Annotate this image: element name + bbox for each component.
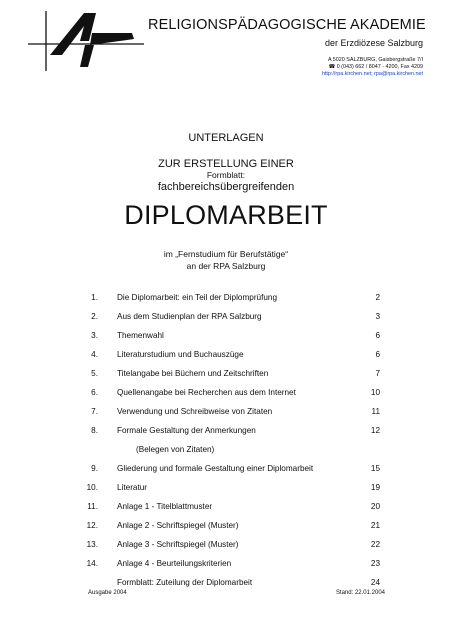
toc-page: 19 <box>370 483 380 492</box>
toc-page: 2 <box>375 293 380 302</box>
unterlagen-heading: UNTERLAGEN <box>188 132 264 144</box>
telephone-icon: ☎ <box>328 64 336 70</box>
toc-title: Verwendung und Schreibweise von Zitaten <box>117 407 273 416</box>
toc-number: 9. <box>91 464 98 473</box>
toc-row <box>0 559 452 571</box>
toc-number: 4. <box>91 350 98 359</box>
document-title: DIPLOMARBEIT <box>124 200 328 230</box>
toc-title: Die Diplomarbeit: ein Teil der Diplomprüfung <box>117 293 278 302</box>
toc-number: 10. <box>86 483 98 492</box>
toc-number: 2. <box>91 312 98 321</box>
toc-row <box>0 445 452 457</box>
toc-page: 11 <box>371 407 380 416</box>
toc-number: 12. <box>86 521 98 530</box>
toc-row <box>0 388 452 400</box>
status-date: Stand: 22.01.2004 <box>335 590 385 596</box>
phone-fax-line: 0 (043) 662 / 8047 - 4200, Fax 4209 <box>336 64 423 70</box>
toc-title: Gliederung und formale Gestaltung einer Diplomarbeit <box>117 464 314 473</box>
toc-title: Anlage 4 - Beurteilungskriterien <box>117 559 232 568</box>
toc-number: 3. <box>91 331 98 340</box>
toc-row <box>0 312 452 324</box>
toc-title: Formblatt: Zuteilung der Diplomarbeit <box>117 578 253 587</box>
institution-subtitle: der Erzdiözese Salzburg <box>324 38 423 48</box>
toc-title: (Belegen von Zitaten) <box>136 445 215 454</box>
toc-page: 20 <box>370 502 380 511</box>
toc-number: 6. <box>91 388 98 397</box>
toc-row <box>0 407 452 419</box>
toc-number: 1. <box>91 293 98 302</box>
toc-number: 11. <box>87 502 98 511</box>
toc-number: 13. <box>86 540 98 549</box>
toc-row <box>0 331 452 343</box>
toc-row <box>0 464 452 476</box>
toc-page: 15 <box>370 464 380 473</box>
toc-page: 22 <box>370 540 380 549</box>
toc-page: 10 <box>370 388 380 397</box>
toc-page: 7 <box>375 369 380 378</box>
toc-title: Quellenangabe bei Recherchen aus dem Internet <box>117 388 296 397</box>
toc-page: 12 <box>370 426 380 435</box>
toc-page: 21 <box>370 521 380 530</box>
toc-page: 3 <box>375 312 380 321</box>
toc-title: Formale Gestaltung der Anmerkungen <box>117 426 256 435</box>
toc-number: 8. <box>91 426 98 435</box>
toc-number: 14. <box>86 559 98 568</box>
toc-row <box>0 426 452 438</box>
toc-title: Titelangabe bei Büchern und Zeitschriften <box>117 369 269 378</box>
toc-title: Literaturstudium und Buchauszüge <box>117 350 244 359</box>
address-line: A 5020 SALZBURG, Gaisbergstraße 7/I <box>328 57 423 63</box>
toc-title: Anlage 3 - Schriftspiegel (Muster) <box>117 540 239 549</box>
toc-row <box>0 521 452 533</box>
zur-erstellung-heading: ZUR ERSTELLUNG EINER <box>158 158 294 170</box>
toc-row <box>0 369 452 381</box>
toc-title: Literatur <box>117 483 148 492</box>
formblatt-label: Formblatt: <box>206 170 246 180</box>
toc-row <box>0 293 452 305</box>
toc-row <box>0 578 452 590</box>
toc-page: 6 <box>375 350 380 359</box>
toc-title: Anlage 1 - Titelblattmuster <box>117 502 213 511</box>
toc-page: 6 <box>375 331 380 340</box>
toc-row <box>0 540 452 552</box>
fach-heading: fachbereichsübergreifenden <box>157 181 295 193</box>
institution-name: RELIGIONSPÄDAGOGISCHE AKADEMIE <box>148 17 426 33</box>
program-line: im „Fernstudium für Berufstätige“ <box>163 249 289 259</box>
toc-number: 7. <box>91 407 98 416</box>
toc-page: 23 <box>370 559 380 568</box>
toc-title: Themenwahl <box>117 331 164 340</box>
toc-row <box>0 502 452 514</box>
toc-page: 24 <box>370 578 380 587</box>
toc-row <box>0 350 452 362</box>
website-email-links[interactable]: http://rpa.kirchen.net; rpa@rpa.kirchen.net <box>321 71 423 77</box>
location-line: an der RPA Salzburg <box>186 261 266 271</box>
phone-row <box>200 64 423 71</box>
toc-row <box>0 483 452 495</box>
rpa-logo <box>28 11 144 71</box>
toc-title: Anlage 2 - Schriftspiegel (Muster) <box>117 521 239 530</box>
toc-number: 5. <box>91 369 98 378</box>
edition-note: Ausgabe 2004 <box>88 590 127 596</box>
toc-title: Aus dem Studienplan der RPA Salzburg <box>117 312 262 321</box>
